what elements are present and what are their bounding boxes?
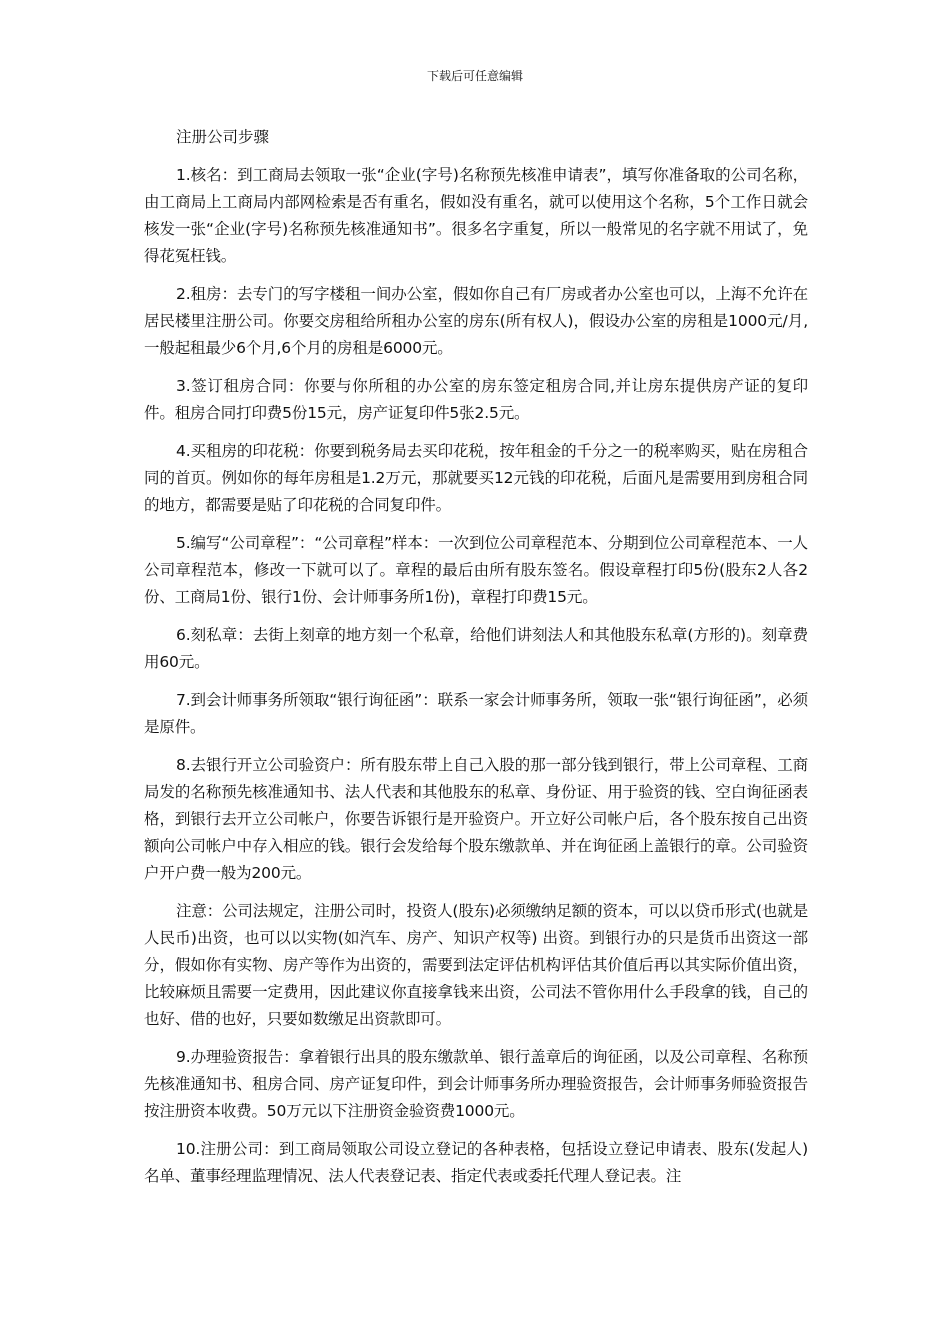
paragraph-3-lease-contract: 3.签订租房合同：你要与你所租的办公室的房东签定租房合同,并让房东提供房产证的复印件。租房合同打印费5份15元，房产证复印件5张2.5元。 xyxy=(144,377,808,422)
document-title: 注册公司步骤 xyxy=(176,128,270,146)
paragraph-10-register-company: 10.注册公司：到工商局领取公司设立登记的各种表格，包括设立登记申请表、股东(发起人)名单、董事经理监理情况、法人代表登记表、指定代表或委托代理人登记表。注 xyxy=(144,1140,808,1185)
page-header: 下载后可任意编辑 xyxy=(426,69,523,83)
paragraph-7-bank-inquiry-letter: 7.到会计师事务所领取“银行询征函”：联系一家会计师事务所，领取一张“银行询征函”，必须是原件。 xyxy=(144,691,808,736)
paragraph-5-articles-of-association: 5.编写“公司章程”：“公司章程”样本：一次到位公司章程范本、分期到位公司章程范本、一人公司章程范本，修改一下就可以了。章程的最后由所有股东签名。假设章程打印5份(股东2人各2份、工商局1份、银行1份、会计师事务所1份)，章程打印费15元。 xyxy=(144,534,808,606)
paragraph-1-name-check: 1.核名：到工商局去领取一张“企业(字号)名称预先核准申请表”，填写你准备取的公司名称，由工商局上工商局内部网检索是否有重名，假如没有重名，就可以使用这个名称，5个工作日就会核发一张“企业(字号)名称预先核准通知书”。很多名字重复，所以一般常见的名字就不用试了，免得花冤枉钱。 xyxy=(144,166,808,265)
paragraph-8-capital-verification-account: 8.去银行开立公司验资户：所有股东带上自己入股的那一部分钱到银行，带上公司章程、工商局发的名称预先核准通知书、法人代表和其他股东的私章、身份证、用于验资的钱、空白询征函表格，到银行去开立公司帐户，你要告诉银行是开验资户。开立好公司帐户后，各个股东按自己出资额向公司帐户中存入相应的钱。银行会发给每个股东缴款单、并在询征函上盖银行的章。公司验资户开户费一般为200元。 xyxy=(144,756,808,882)
paragraph-9-verification-report: 9.办理验资报告：拿着银行出具的股东缴款单、银行盖章后的询征函，以及公司章程、名称预先核准通知书、租房合同、房产证复印件，到会计师事务所办理验资报告，会计师事务师验资报告按注册资本收费。50万元以下注册资金验资费1000元。 xyxy=(144,1048,808,1120)
paragraph-note: 注意：公司法规定，注册公司时，投资人(股东)必须缴纳足额的资本，可以以贷币形式(也就是人民币)出资，也可以以实物(如汽车、房产、知识产权等) 出资。到银行办的只是货币出资这一部分，假如你有实物、房产等作为出资的，需要到法定评估机构评估其价值后再以其实际价值出资，比较麻烦且需要一定费用，因此建议你直接拿钱来出资，公司法不管你用什么手段拿的钱，自己的也好、借的也好，只要如数缴足出资款即可。 xyxy=(144,902,808,1028)
paragraph-6-private-seal: 6.刻私章：去街上刻章的地方刻一个私章，给他们讲刻法人和其他股东私章(方形的)。刻章费用60元。 xyxy=(144,626,808,671)
paragraph-2-rent-office: 2.租房：去专门的写字楼租一间办公室，假如你自己有厂房或者办公室也可以，上海不允许在居民楼里注册公司。你要交房租给所租办公室的房东(所有权人)，假设办公室的房租是1000元/月,一般起租最少6个月,6个月的房租是6000元。 xyxy=(144,285,808,357)
paragraph-4-stamp-tax: 4.买租房的印花税：你要到税务局去买印花税，按年租金的千分之一的税率购买，贴在房租合同的首页。例如你的每年房租是1.2万元，那就要买12元钱的印花税，后面凡是需要用到房租合同的地方，都需要是贴了印花税的合同复印件。 xyxy=(144,442,808,514)
document-body xyxy=(144,124,808,1201)
